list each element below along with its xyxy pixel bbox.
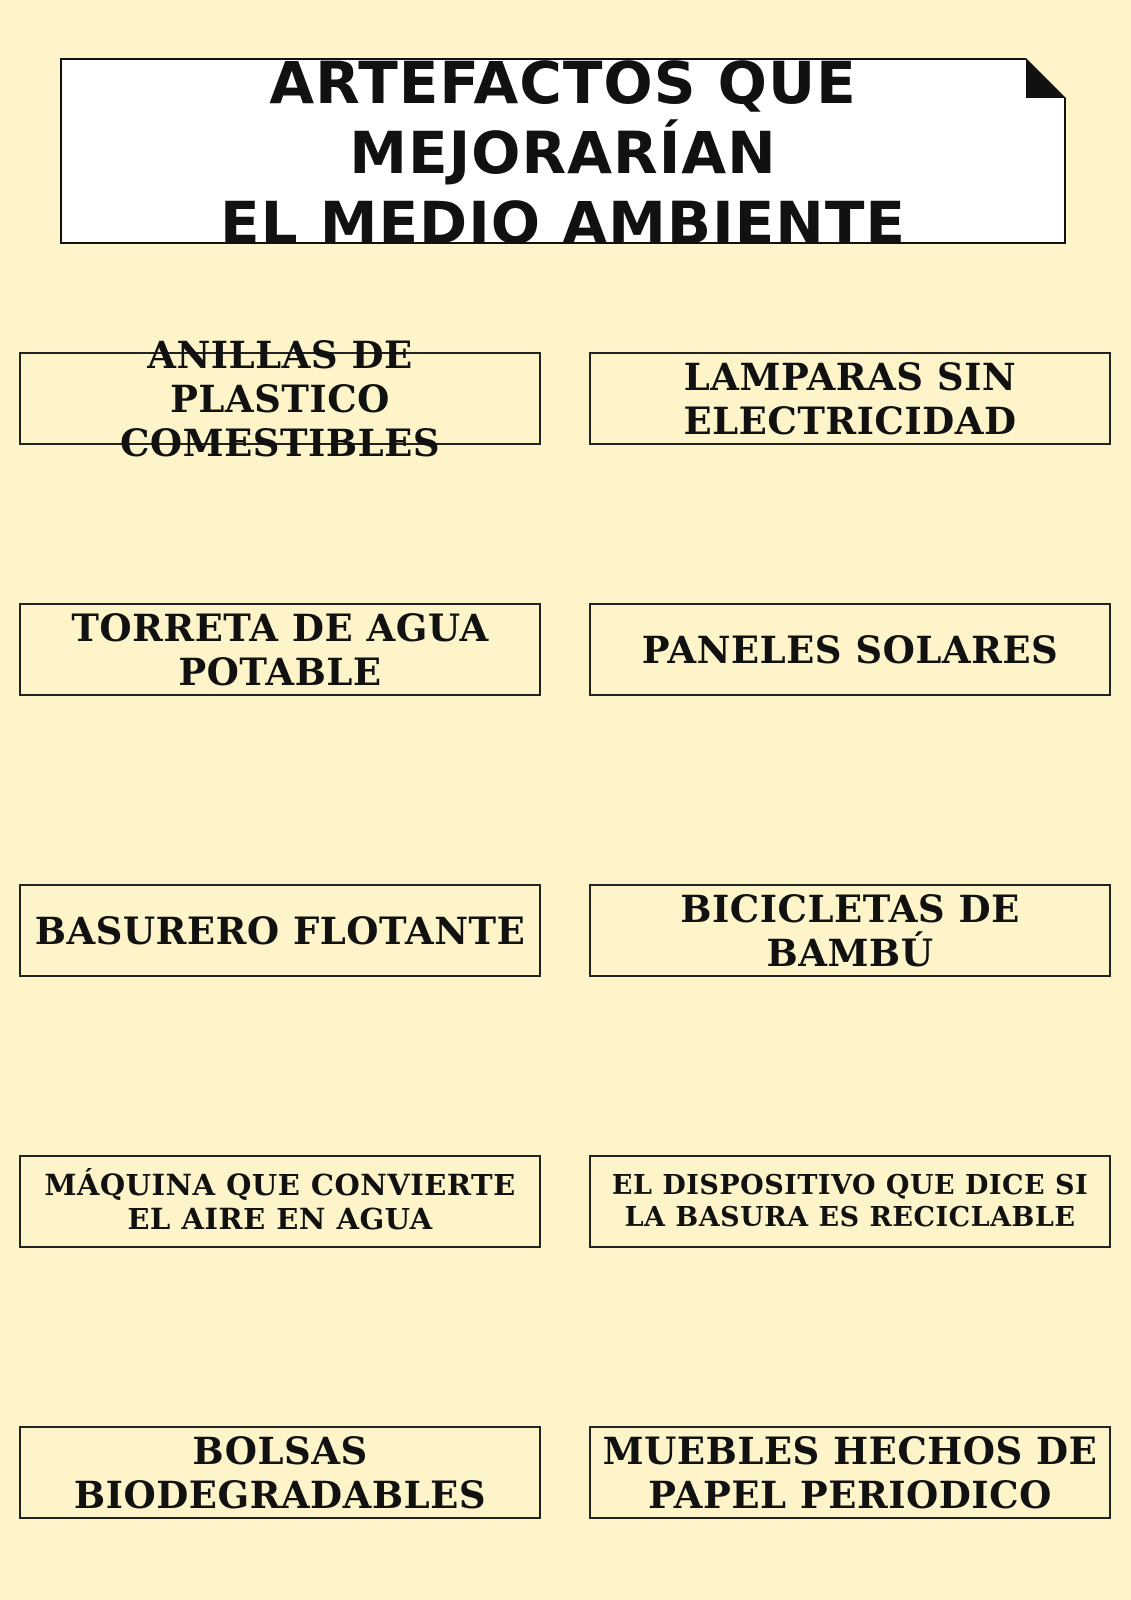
item-label: LAMPARAS SIN ELECTRICIDAD [683, 354, 1017, 443]
item-label: ANILLAS DE PLASTICO COMESTIBLES [119, 332, 441, 465]
item-label: BASURERO FLOTANTE [34, 908, 526, 953]
item-card-bicicletas [589, 884, 1111, 977]
item-label: EL DISPOSITIVO QUE DICE SI LA BASURA ES RECICLABLE [611, 1169, 1089, 1233]
item-label: MUEBLES HECHOS DE PAPEL PERIODICO [602, 1428, 1098, 1517]
item-label: MÁQUINA QUE CONVIERTE EL AIRE EN AGUA [44, 1167, 516, 1236]
title-line-1: ARTEFACTOS QUE MEJORARÍAN [269, 49, 857, 187]
item-card-anillas [19, 332, 541, 465]
folded-corner [1026, 58, 1066, 98]
item-label: TORRETA DE AGUA POTABLE [71, 605, 489, 694]
item-card-lamparas [589, 352, 1111, 445]
item-card-paneles [589, 603, 1111, 696]
page-title [62, 44, 1064, 258]
item-card-torreta [19, 603, 541, 696]
item-card-maquina [19, 1155, 541, 1248]
title-banner [60, 49, 1066, 257]
item-card-muebles [589, 1426, 1111, 1519]
item-label: PANELES SOLARES [641, 627, 1059, 672]
item-label: BOLSAS BIODEGRADABLES [73, 1428, 487, 1517]
title-line-2: EL MEDIO AMBIENTE [219, 189, 907, 257]
item-card-dispositivo [589, 1155, 1111, 1248]
item-card-bolsas [19, 1426, 541, 1519]
item-label: BICICLETAS DE BAMBÚ [680, 886, 1020, 975]
item-card-basurero [19, 884, 541, 977]
